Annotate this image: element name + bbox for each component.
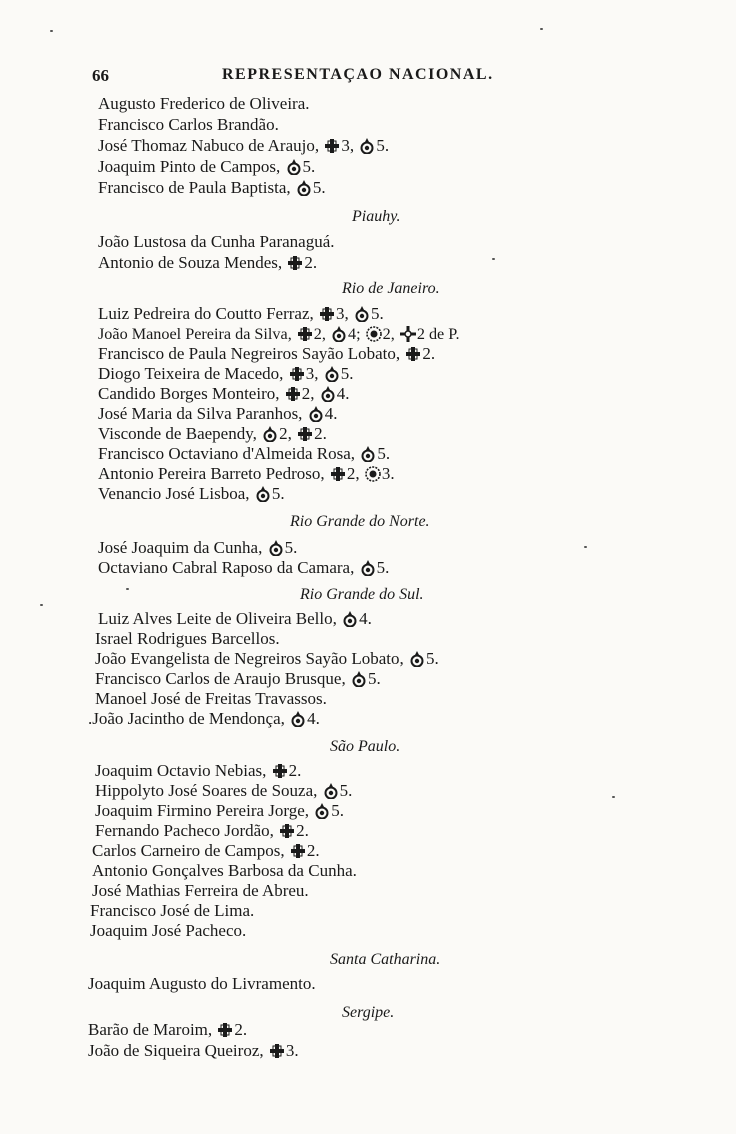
page-number: 66 xyxy=(92,66,109,85)
order-rose-icon xyxy=(262,426,278,442)
order-cross-icon xyxy=(217,1022,233,1038)
order-cross-icon xyxy=(297,326,313,342)
list-item: Antonio Pereira Barreto Pedroso, 2, 3. xyxy=(98,464,395,483)
order-rose-icon xyxy=(351,671,367,687)
order-cross-icon xyxy=(272,763,288,779)
list-item: Francisco de Paula Negreiros Sayão Lobato, 2. xyxy=(98,344,436,363)
order-star-icon xyxy=(366,326,382,342)
order-rose-icon xyxy=(323,783,339,799)
list-item: João de Siqueira Queiroz, 3. xyxy=(88,1041,299,1060)
list-item: Octaviano Cabral Raposo da Camara, 5. xyxy=(98,558,390,577)
running-title: REPRESENTAÇAO NACIONAL. xyxy=(222,66,494,83)
order-rose-icon xyxy=(409,651,425,667)
list-item: Israel Rodrigues Barcellos. xyxy=(95,629,280,648)
list-item: José Joaquim da Cunha, 5. xyxy=(98,538,298,557)
paper-speck xyxy=(492,258,495,260)
list-item: Luiz Pedreira do Coutto Ferraz, 3, 5. xyxy=(98,304,384,323)
section-heading-rio-de-janeiro: Rio de Janeiro. xyxy=(342,280,440,297)
paper-speck xyxy=(40,604,43,606)
order-rose-icon xyxy=(342,611,358,627)
order-rose-icon xyxy=(360,560,376,576)
list-item: Candido Borges Monteiro, 2, 4. xyxy=(98,384,350,403)
list-item: Antonio Gonçalves Barbosa da Cunha. xyxy=(92,861,357,880)
list-item: Luiz Alves Leite de Oliveira Bello, 4. xyxy=(98,609,372,628)
list-item: Hippolyto José Soares de Souza, 5. xyxy=(95,781,353,800)
order-cross-icon xyxy=(287,255,303,271)
order-rose-icon xyxy=(255,486,271,502)
list-item: Visconde de Baependy, 2, 2. xyxy=(98,424,327,443)
list-item: Francisco Octaviano d'Almeida Rosa, 5. xyxy=(98,444,391,463)
list-item: João Evangelista de Negreiros Sayão Lobato, 5. xyxy=(95,649,439,668)
list-item: Francisco Carlos de Araujo Brusque, 5. xyxy=(95,669,381,688)
order-star-icon xyxy=(365,466,381,482)
page-header xyxy=(92,66,552,90)
list-item: Carlos Carneiro de Campos, 2. xyxy=(92,841,320,860)
paper-speck xyxy=(50,30,53,32)
order-rose-icon xyxy=(296,180,312,196)
order-cross-icon xyxy=(269,1043,285,1059)
section-heading-rio-grande-do-sul: Rio Grande do Sul. xyxy=(300,586,424,603)
list-item: Joaquim José Pacheco. xyxy=(90,921,247,940)
list-item: Augusto Frederico de Oliveira. xyxy=(98,94,310,113)
order-cross-icon xyxy=(279,823,295,839)
order-rose-icon xyxy=(308,406,324,422)
list-item: José Thomaz Nabuco de Araujo, 3, 5. xyxy=(98,136,390,155)
paper-speck xyxy=(584,546,587,548)
order-cross-icon xyxy=(289,366,305,382)
list-item: Joaquim Augusto do Livramento. xyxy=(88,974,316,993)
list-item: Fernando Pacheco Jordão, 2. xyxy=(95,821,309,840)
list-item: João Lustosa da Cunha Paranaguá. xyxy=(98,232,335,251)
order-rose-icon xyxy=(360,446,376,462)
order-rose-icon xyxy=(359,138,375,154)
section-heading-santa-catharina: Santa Catharina. xyxy=(330,951,441,968)
list-item: Antonio de Souza Mendes, 2. xyxy=(98,253,318,272)
order-cross-icon xyxy=(290,843,306,859)
list-item: José Maria da Silva Paranhos, 4. xyxy=(98,404,338,423)
order-rose-icon xyxy=(331,326,347,342)
list-item: .João Jacintho de Mendonça, 4. xyxy=(88,709,320,728)
order-cross-icon xyxy=(285,386,301,402)
order-rose-icon xyxy=(268,540,284,556)
paper-speck xyxy=(126,588,129,590)
list-item: João Manoel Pereira da Silva, 2, 4; 2, 2 de P. xyxy=(98,325,460,343)
list-item: Francisco José de Lima. xyxy=(90,901,255,920)
section-heading-sergipe: Sergipe. xyxy=(342,1004,395,1021)
section-heading-rio-grande-do-norte: Rio Grande do Norte. xyxy=(290,513,430,530)
section-heading-sao-paulo: São Paulo. xyxy=(330,738,401,755)
list-item: Diogo Teixeira de Macedo, 3, 5. xyxy=(98,364,354,383)
paper-speck xyxy=(612,796,615,798)
list-item: Francisco Carlos Brandão. xyxy=(98,115,279,134)
list-item: Francisco de Paula Baptista, 5. xyxy=(98,178,326,197)
order-cross-icon xyxy=(319,306,335,322)
list-item: Manoel José de Freitas Travassos. xyxy=(95,689,327,708)
order-rose-icon xyxy=(286,159,302,175)
paper-speck xyxy=(540,28,543,30)
order-cross-icon xyxy=(324,138,340,154)
order-cross-icon xyxy=(405,346,421,362)
section-heading-piauhy: Piauhy. xyxy=(352,208,401,225)
list-item: Joaquim Firmino Pereira Jorge, 5. xyxy=(95,801,345,820)
order-pedro-cross-icon xyxy=(400,326,416,342)
order-cross-icon xyxy=(297,426,313,442)
list-item: Joaquim Pinto de Campos, 5. xyxy=(98,157,316,176)
order-rose-icon xyxy=(314,803,330,819)
order-cross-icon xyxy=(330,466,346,482)
order-rose-icon xyxy=(354,306,370,322)
order-rose-icon xyxy=(290,711,306,727)
list-item: José Mathias Ferreira de Abreu. xyxy=(92,881,309,900)
order-rose-icon xyxy=(324,366,340,382)
order-rose-icon xyxy=(320,386,336,402)
list-item: Barão de Maroim, 2. xyxy=(88,1020,248,1039)
list-item: Venancio José Lisboa, 5. xyxy=(98,484,285,503)
list-item: Joaquim Octavio Nebias, 2. xyxy=(95,761,302,780)
